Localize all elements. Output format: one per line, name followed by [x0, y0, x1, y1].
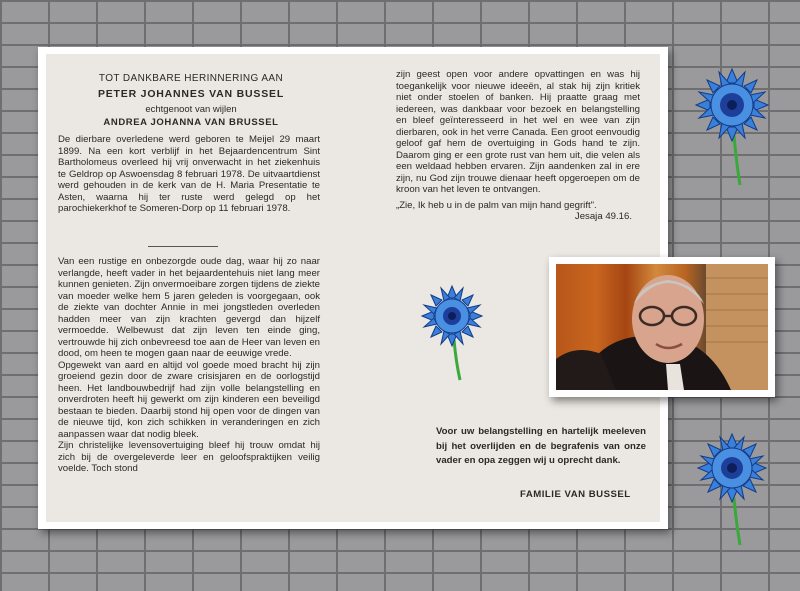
life-paragraph-2: Opgewekt van aard en altijd vol goede moed bracht hij zijn groeiend gezin door de zware crisisjaren en de oorlogstijd heen. Het landbouwbedrijf had zijn volle belangstelling en onverdroten heeft hij gewerkt om zijn kinderen een beveiligd bestaan te bieden. Daarbij stond hij open voor de dingen van de nieuwe tijd, kon zich schikken in veranderingen en zich aanpassen waar dat nodig bleek. — [58, 359, 320, 440]
bio-block — [58, 134, 320, 215]
card-heading: TOT DANKBARE HERINNERING AAN — [98, 73, 284, 84]
deceased-name: PETER JOHANNES VAN BUSSEL — [97, 88, 285, 100]
relation-text: echtgenoot van wijlen — [145, 104, 237, 115]
thanks-text: Voor uw belangstelling en hartelijk meeleven bij het overlijden en de begrafenis van onze vader en opa zeggen wij u oprecht dank. — [436, 426, 646, 466]
bio-paragraph: De dierbare overledene werd geboren te Meijel 29 maart 1899. Na een kort verblijf in het Bejaardencentrum Sint Bartholomeus overleed hij vrij onverwacht in het ziekenhuis te Geldrop op Aswoensdag 8 februari 1978. De uitvaartdienst werd gehouden in de kerk van de H. Maria Presentatie te Asten, waarna hij ter ruste werd gelegd op het parochiekerkhof te Someren-Dorp op 11 februari 1978. — [58, 134, 320, 214]
right-text-block — [396, 69, 640, 223]
scripture-quote: „Zie, Ik heb u in de palm van mijn hand gegrift". — [396, 199, 597, 211]
life-block — [58, 256, 320, 475]
divider — [148, 246, 218, 247]
thanks-block — [436, 425, 646, 469]
portrait-photo — [556, 264, 768, 390]
cornflower-icon — [690, 65, 774, 190]
scripture-source: Jesaja 49.16. — [574, 211, 632, 222]
life-paragraph-3: Zijn christelijke levensovertuiging bleef hij trouw omdat hij zich bij de overgeleverde leer en geloofspraktijken veilig voelde. Toch stond — [58, 440, 320, 474]
right-paragraph: zijn geest open voor andere opvattingen en was hij toegankelijk voor nieuwe ideeën, al stak hij zijn kritiek niet onder stoelen of banken. Hij praatte graag met iedereen, was dankbaar voor bezoek en belangstelling en bleef geïnteresseerd in het wel en wee van zijn dierbaren, ook in het verre Canada. Een groot eenvoudig geloof gaf hem de overtuiging in Gods hand te zijn. Daarom ging er een grote rust van hem uit, die velen als een weldaad hebben ervaren. Zijn aandenken zal in ere zijn, nu God zijn trouwe dienaar heeft opgeroepen om de kroon van het leven te ontvangen. — [396, 69, 640, 195]
spouse-name: ANDREA JOHANNA VAN BRUSSEL — [103, 117, 279, 128]
cornflower-icon — [418, 284, 490, 384]
cornflower-icon — [690, 430, 774, 550]
life-paragraph-1: Van een rustige en onbezorgde oude dag, waar hij zo naar verlangde, heeft vader in het bejaardentehuis niet lang meer kunnen genieten. Zijn onvermoeibare zorgen tijdens de ziekte van moeder welke hem 5 jaren geleden is voorgegaan, ook de ziekte van dochter Annie in mei jongstleden overleden hadden meer van zijn krachten gevergd dan hijzelf vermoedde. Welbewust dat zijn leven ten einde ging, vertrouwde hij zich onbevreesd toe aan de Heer van leven en dood, om heen te mogen gaan naar de eeuwige vrede. — [58, 256, 320, 359]
portrait-frame — [549, 257, 775, 397]
family-signature: FAMILIE VAN BUSSEL — [520, 489, 631, 500]
